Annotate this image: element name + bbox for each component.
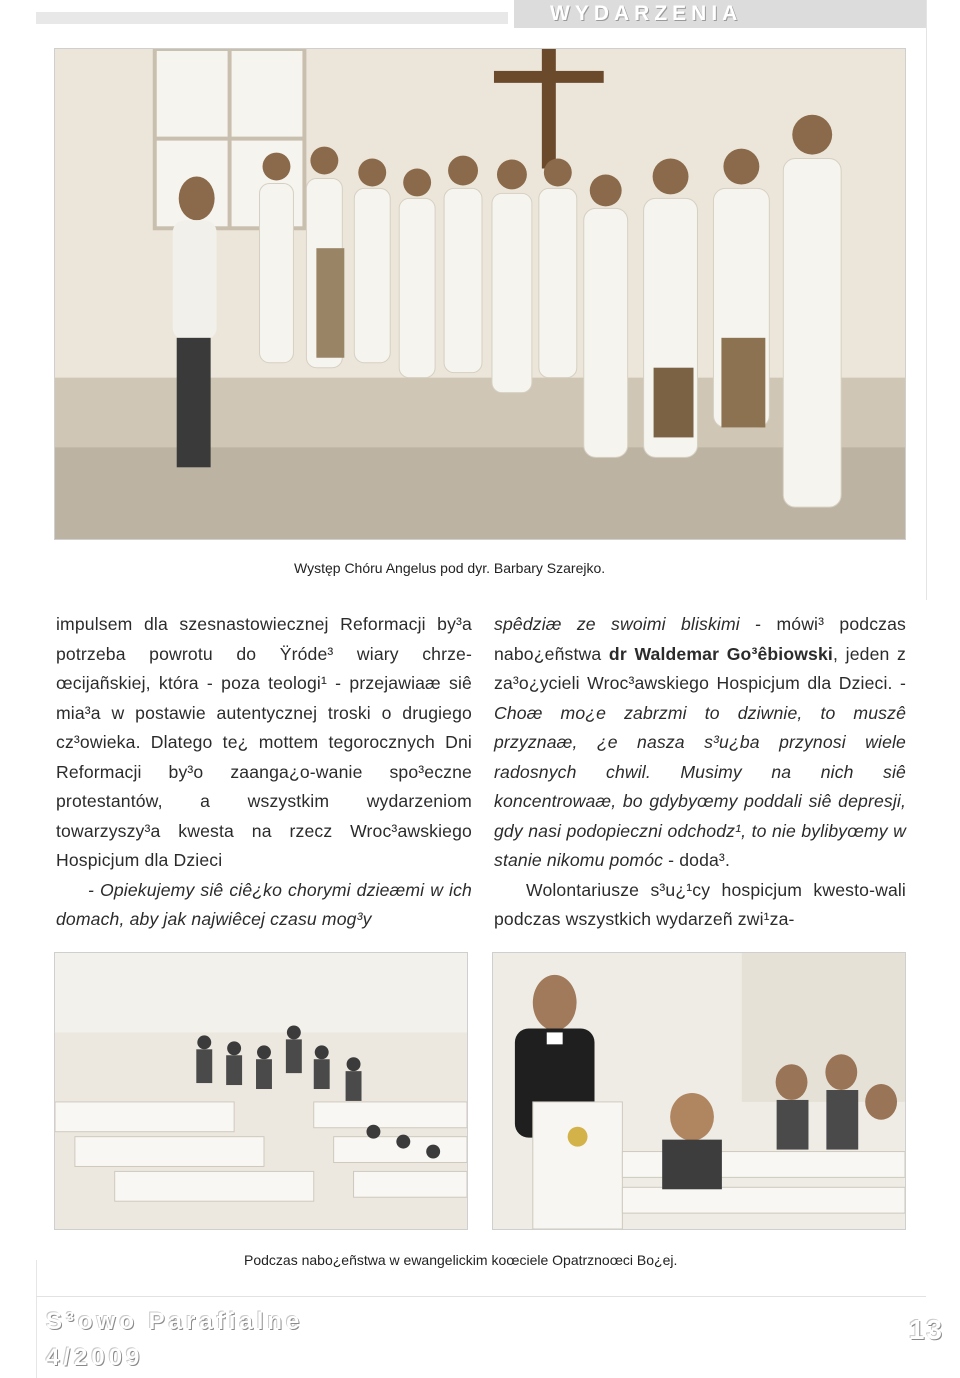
publication-title: S³owo Parafialne [46,1308,304,1335]
top-photo-caption [294,560,605,576]
quote-end: - doda³. [663,850,730,870]
page-number: 13 [908,1314,944,1345]
issue-number: 4/2009 [46,1344,144,1371]
quote-start: spêdziæ ze swoimi bliskimi [494,614,740,634]
right-paragraph-2: Wolontariusze s³u¿¹cy hospicjum kwesto-wali podczas wszystkich wydarzeñ zwi¹za- [494,879,906,929]
pastor-pulpit-photo [492,952,906,1230]
left-paragraph-2: - Opiekujemy siê ciê¿ko chorymi dzieæmi w ich domach, aby jak najwiêcej czasu mog³y [56,879,472,929]
choir-photo [54,48,906,540]
speaker-name: dr Waldemar Go³êbiowski [608,643,833,664]
speaker-role: , jeden z za³o¿ycieli Wroc³awskiego Hospicjum dla Dzieci. - [494,643,907,693]
caption-conductor: dyr. Barbary Szarejko. [467,560,606,576]
quote-body: Choæ mo¿e zabrzmi to dziwnie, to muszê przyznaæ, ¿e nasza s³u¿ba przynosi wiele radosnych chwil. Musimy na nich siê koncentrowaæ, bo gdybyœmy poddali siê depresji, gdy nasi podopieczni odchodz¹, to nie bylibyœmy w stanie nikomu pomóc [494,702,906,870]
bottom-photo-caption: Podczas nabo¿eñstwa w ewangelickim koœciele Opatrznoœci Bo¿ej. [244,1252,678,1268]
section-label: WYDARZENIA [514,0,926,28]
footer-rule [36,1296,926,1297]
caption-text: Występ Chóru Angelus pod [294,560,468,576]
footer-vertical-rule [36,1260,37,1378]
header-rule [36,12,508,24]
speaker-intro: - mówi³ podczas nabo¿eñstwa [494,614,906,664]
side-divider [926,0,927,600]
right-paragraph-1 [494,610,906,876]
left-column [56,610,472,935]
church-congregation-photo [54,952,468,1230]
left-paragraph-1: impulsem dla szesnastowiecznej Reformacji by³a potrzeba powrotu do Ÿróde³ wiary chrze-œcijañskiej, która - poza teologi¹ - przejawiaæ siê mia³a w postawie autentycznej troski o drugiego cz³owieka. Dlatego te¿ mottem tegorocznych Dni Reformacji by³o zaanga¿o-wanie spo³eczne protestantów, a wszystkim wydarzeniom towarzyszy³a kwesta na rzecz Wroc³awskiego Hospicjum dla Dzieci [56,614,472,870]
right-column [494,610,906,935]
